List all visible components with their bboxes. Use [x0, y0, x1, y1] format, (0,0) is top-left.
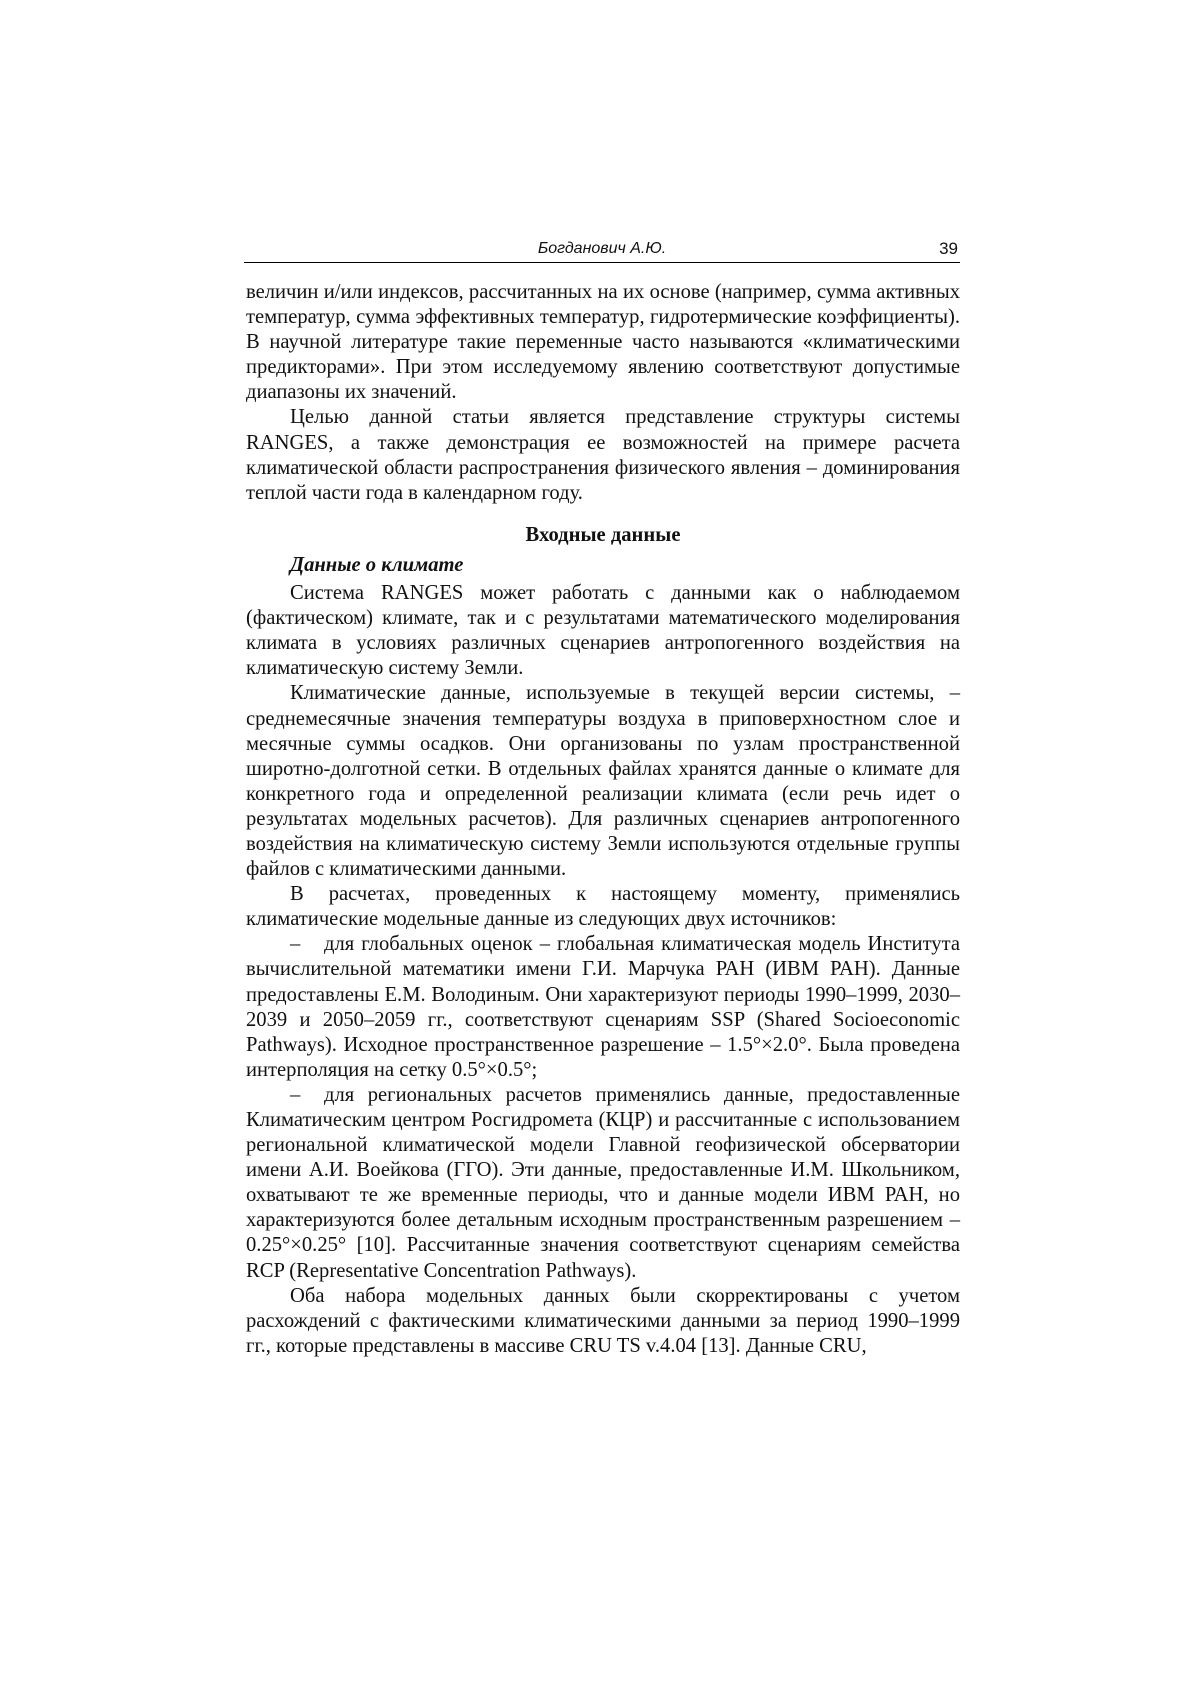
- page-number: 39: [939, 239, 958, 258]
- paragraph-ranges-data: Система RANGES может работать с данными как о наблюдаемом (фактическом) климате, так и с результатами математического моделирования климата в условиях различных сценариев антропогенного воздействия на климатическую систему Земли.: [246, 582, 960, 680]
- list-dash: –: [290, 1083, 301, 1106]
- list-dash: –: [290, 933, 301, 956]
- paragraph-intro-continuation: величин и/или индексов, рассчитанных на их основе (например, сумма активных температур, сумма эффективных температур, гидротермические коэффициенты). В научной литературе такие переменные часто называются «климатическими предикторами». При этом исследуемому явлению соответствуют допустимые диапазоны их значений.: [246, 281, 960, 404]
- header-author: Богданович А.Ю.: [537, 240, 667, 257]
- paragraph-climate-data: Климатические данные, используемые в текущей версии системы, – среднемесячные значения температуры воздуха в приповерхностном слое и месячные суммы осадков. Они организованы по узлам пространственной широтно-долготной сетки. В отдельных файлах хранятся данные о климате для конкретного года и определенной реализации климата (если речь идет о результатах модельных расчетов). Для различных сценариев антропогенного воздействия на климатическую систему Земли используются отдельные группы файлов с климатическими данными.: [246, 682, 960, 881]
- list-item: [246, 932, 960, 1083]
- subsection-title: Данные о климате: [290, 553, 464, 576]
- list-item: [246, 1083, 960, 1284]
- paragraph-sources-intro: В расчетах, проведенных к настоящему моменту, применялись климатические модельные данные из следующих двух источников:: [246, 883, 960, 931]
- running-header: [244, 238, 960, 263]
- list-item-text: для глобальных оценок – глобальная климатическая модель Института вычислительной математики имени Г.И. Марчука РАН (ИВМ РАН). Данные предоставлены Е.М. Володиным. Они характеризуют периоды 1990–1999, 2030–2039 и 2050–2059 гг., соответствуют сценариям SSP (Shared Socioeconomic Pathways). Исходное пространственное разрешение – 1.5°×2.0°. Была проведена интерполяция на сетку 0.5°×0.5°;: [246, 933, 960, 1081]
- article-body: [246, 280, 960, 1359]
- paragraph-purpose: Целью данной статьи является представление структуры системы RANGES, а также демонстрация ее возможностей на примере расчета климатической области распространения физического явления – доминирования теплой части года в календарном году.: [246, 406, 960, 504]
- paragraph-correction: Оба набора модельных данных были скорректированы с учетом расхождений с фактическими климатическими данными за период 1990–1999 гг., которые представлены в массиве CRU TS v.4.04 [13]. Данные CRU,: [246, 1284, 960, 1357]
- section-title: Входные данные: [525, 523, 681, 546]
- list-item-text: для региональных расчетов применялись данные, предоставленные Климатическим центром Росгидромета (КЦР) и рассчитанные с использованием региональной климатической модели Главной геофизической обсерватории имени А.И. Воейкова (ГГО). Эти данные, предоставленные И.М. Школьником, охватывают те же временные периоды, что и данные модели ИВМ РАН, но характеризуются более детальным исходным пространственным разрешением – 0.25°×0.25° [10]. Рассчитанные значения соответствуют сценариям семейства RCP (Representative Concentration Pathways).: [246, 1083, 960, 1282]
